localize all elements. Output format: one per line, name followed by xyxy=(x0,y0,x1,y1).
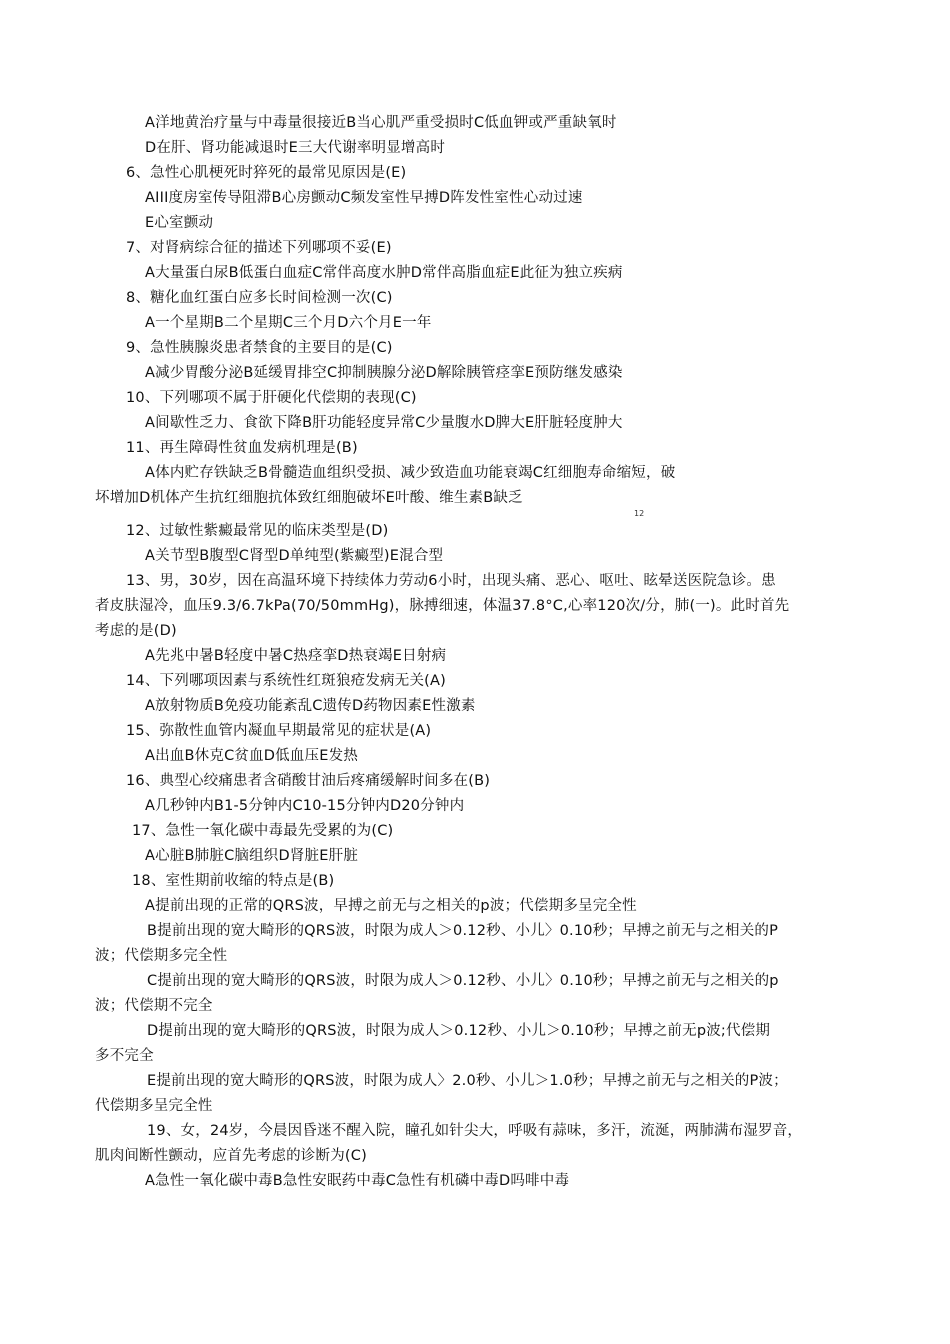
text-line: A先兆中暑B轻度中暑C热痉挛D热衰竭E日射病 xyxy=(145,648,447,664)
text-line: 波；代偿期不完全 xyxy=(95,998,213,1014)
question-line: 16、典型心绞痛患者含硝酸甘油后疼痛缓解时间多在(B) xyxy=(126,773,491,789)
text-line: 考虑的是(D) xyxy=(95,623,177,639)
text-line: 坏增加D机体产生抗红细胞抗体致红细胞破坏E叶酸、维生素B缺乏 xyxy=(95,490,523,506)
question-line: 8、糖化血红蛋白应多长时间检测一次(C) xyxy=(126,290,393,306)
text-line: A急性一氧化碳中毒B急性安眠药中毒C急性有机磷中毒D吗啡中毒 xyxy=(145,1173,570,1189)
text-line: AIII度房室传导阻滞B心房颤动C频发室性早搏D阵发性室性心动过速 xyxy=(145,190,583,206)
text-line: A关节型B腹型C肾型D单纯型(紫癜型)E混合型 xyxy=(145,548,444,564)
page-number: 12 xyxy=(634,509,645,518)
question-line: 9、急性胰腺炎患者禁食的主要目的是(C) xyxy=(126,340,393,356)
text-line: A放射物质B免疫功能紊乱C遗传D药物因素E性激素 xyxy=(145,698,476,714)
text-line: 者皮肤湿冷，血压9.3/6.7kPa(70/50mmHg)，脉搏细速，体温37.8°C,心率120次/分，肺(一)。此时首先 xyxy=(95,598,790,614)
text-line: A几秒钟内B1-5分钟内C10-15分钟内D20分钟内 xyxy=(145,798,465,814)
text-line: 波；代偿期多完全性 xyxy=(95,948,228,964)
text-line: A大量蛋白尿B低蛋白血症C常伴高度水肿D常伴高脂血症E此征为独立疾病 xyxy=(145,265,623,281)
question-line: 11、再生障碍性贫血发病机理是(B) xyxy=(126,440,358,456)
text-line: C提前出现的宽大畸形的QRS波，时限为成人＞0.12秒、小儿〉0.10秒；早搏之前无与之相关的p xyxy=(147,973,779,989)
text-line: 多不完全 xyxy=(95,1048,154,1064)
question-line: 15、弥散性血管内凝血早期最常见的症状是(A) xyxy=(126,723,432,739)
question-line: 14、下列哪项因素与系统性红斑狼疮发病无关(A) xyxy=(126,673,446,689)
text-line: A提前出现的正常的QRS波，早搏之前无与之相关的p波；代偿期多呈完全性 xyxy=(145,898,637,914)
text-line: 代偿期多呈完全性 xyxy=(95,1098,213,1114)
text-line: A出血B休克C贫血D低血压E发热 xyxy=(145,748,359,764)
text-line: D提前出现的宽大畸形的QRS波，时限为成人＞0.12秒、小儿＞0.10秒；早搏之前无p波;代偿期 xyxy=(147,1023,771,1039)
text-line: E提前出现的宽大畸形的QRS波，时限为成人〉2.0秒、小儿＞1.0秒；早搏之前无与之相关的P波； xyxy=(147,1073,788,1089)
question-line: 6、急性心肌梗死时猝死的最常见原因是(E) xyxy=(126,165,407,181)
text-line: D在肝、肾功能减退时E三大代谢率明显增高时 xyxy=(145,140,446,156)
text-line: A一个星期B二个星期C三个月D六个月E一年 xyxy=(145,315,432,331)
text-line: B提前出现的宽大畸形的QRS波，时限为成人＞0.12秒、小儿〉0.10秒；早搏之前无与之相关的P xyxy=(147,923,779,939)
question-line: 7、对肾病综合征的描述下列哪项不妥(E) xyxy=(126,240,392,256)
text-line: A间歇性乏力、食欲下降B肝功能轻度异常C少量腹水D脾大E肝脏轻度肿大 xyxy=(145,415,623,431)
text-line: E心室颤动 xyxy=(145,215,214,231)
question-line: 18、室性期前收缩的特点是(B) xyxy=(132,873,335,889)
text-line: A减少胃酸分泌B延缓胃排空C抑制胰腺分泌D解除胰管痉挛E预防继发感染 xyxy=(145,365,623,381)
text-line: 肌肉间断性颤动，应首先考虑的诊断为(C) xyxy=(95,1148,367,1164)
question-line: 12、过敏性紫癜最常见的临床类型是(D) xyxy=(126,523,389,539)
question-line: 10、下列哪项不属于肝硬化代偿期的表现(C) xyxy=(126,390,417,406)
text-line: A体内贮存铁缺乏B骨髓造血组织受损、减少致造血功能衰竭C红细胞寿命缩短，破 xyxy=(145,465,676,481)
question-line: 19、女，24岁，今晨因昏迷不醒入院，瞳孔如针尖大，呼吸有蒜味，多汗，流涎，两肺满布湿罗音， xyxy=(147,1123,803,1139)
question-line: 17、急性一氧化碳中毒最先受累的为(C) xyxy=(132,823,394,839)
question-line: 13、男，30岁，因在高温环境下持续体力劳动6小时，出现头痛、恶心、呕吐、眩晕送医院急诊。患 xyxy=(126,573,776,589)
text-line: A心脏B肺脏C脑组织D肾脏E肝脏 xyxy=(145,848,359,864)
text-line: A洋地黄治疗量与中毒量很接近B当心肌严重受损时C低血钾或严重缺氧时 xyxy=(145,115,617,131)
